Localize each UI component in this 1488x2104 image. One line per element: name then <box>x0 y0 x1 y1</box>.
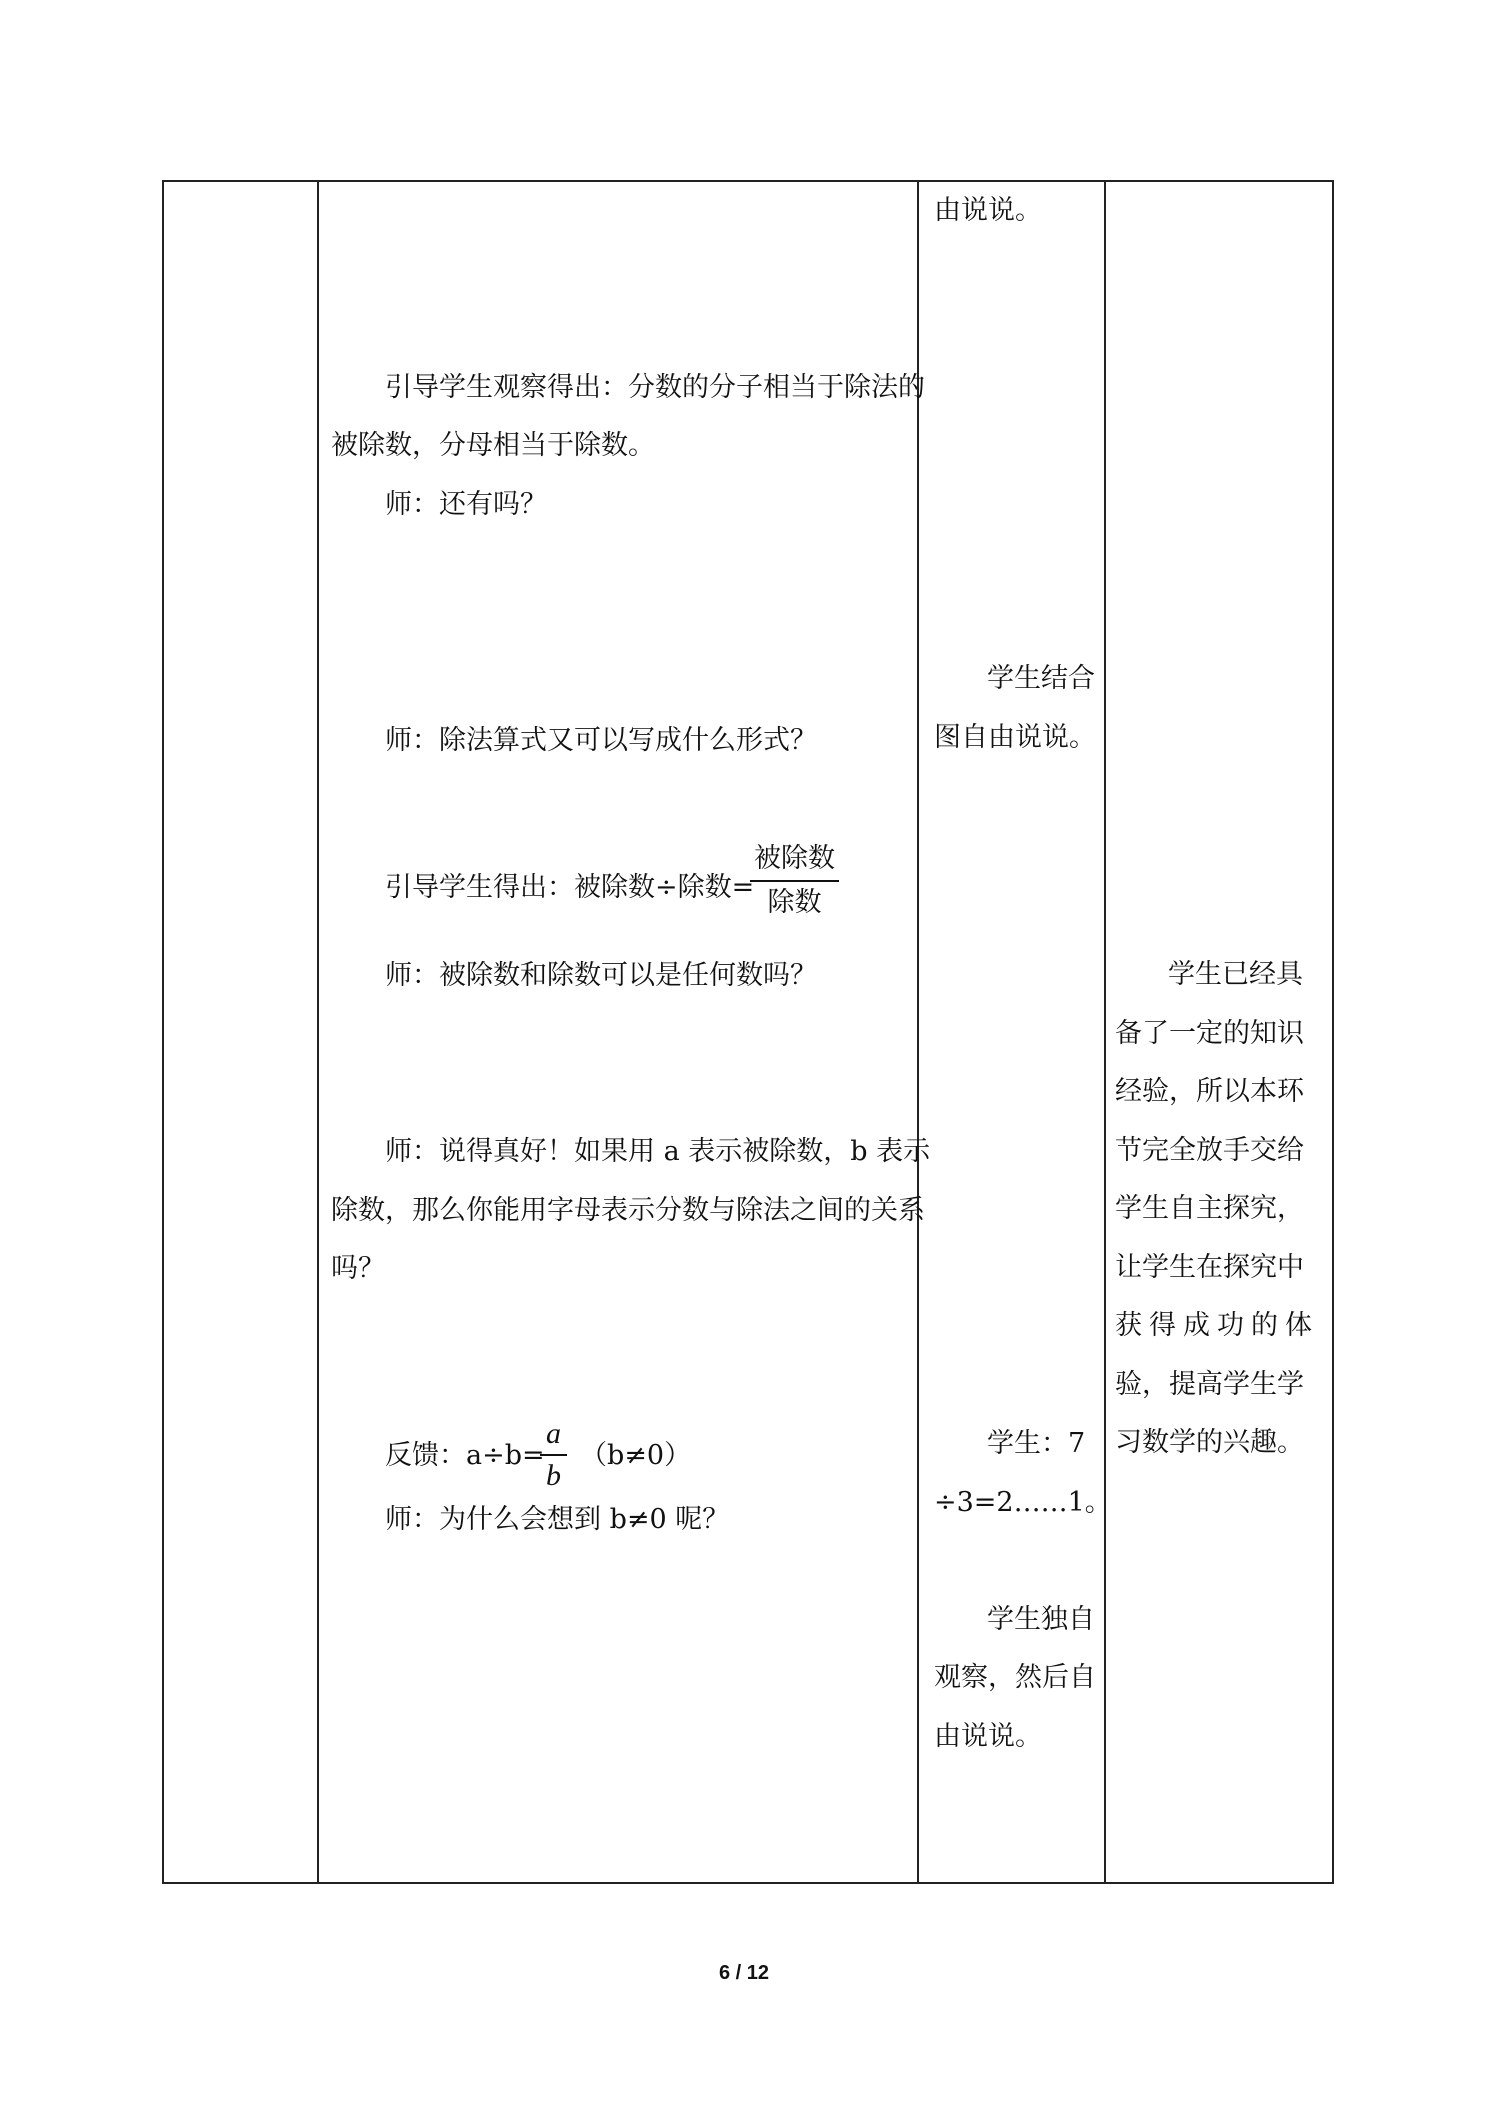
fraction-numerator: 被除数 <box>750 842 839 882</box>
teacher-question-why-b-nonzero: 师：为什么会想到 b≠0 呢？ <box>385 1504 730 1535</box>
teacher-praise-line2: 除数，那么你能用字母表示分数与除法之间的关系 <box>331 1195 925 1226</box>
fraction-a: a <box>540 1418 567 1456</box>
intent-line-1: 学生已经具 <box>1168 959 1303 990</box>
page-number: 6 / 12 <box>718 1962 770 1984</box>
student-combine-line2: 图自由说说。 <box>934 722 1096 753</box>
student-answer-line2: ÷3=2……1。 <box>934 1487 1112 1518</box>
teacher-praise-line3: 吗？ <box>331 1253 385 1284</box>
teacher-question-more: 师：还有吗？ <box>385 489 547 520</box>
column-divider-2 <box>917 182 919 1882</box>
student-combine-line1: 学生结合 <box>987 663 1095 694</box>
feedback-prefix: 反馈：a÷b= <box>385 1440 545 1471</box>
fraction-b: b <box>546 1459 561 1492</box>
intent-line-4: 节完全放手交给 <box>1115 1135 1304 1166</box>
feedback-suffix: （b≠0） <box>580 1440 692 1471</box>
intent-line-5: 学生自主探究， <box>1115 1193 1304 1224</box>
teacher-praise-line1: 师：说得真好！如果用 a 表示被除数，b 表示 <box>385 1136 931 1167</box>
intent-line-2: 备了一定的知识 <box>1115 1018 1304 1049</box>
fraction-a-over-b <box>540 1418 567 1492</box>
column-divider-3 <box>1104 182 1106 1882</box>
intent-line-6: 让学生在探究中 <box>1115 1252 1304 1283</box>
student-observe-line1: 学生独自 <box>987 1604 1095 1635</box>
teacher-question-any-number: 师：被除数和除数可以是任何数吗？ <box>385 960 817 991</box>
student-observe-line3: 由说说。 <box>934 1721 1042 1752</box>
fraction-denominator: 除数 <box>767 887 822 918</box>
student-answer-line1: 学生：7 <box>987 1428 1086 1459</box>
intent-line-8: 验，提高学生学 <box>1115 1369 1304 1400</box>
student-say-top: 由说说。 <box>934 195 1042 226</box>
teacher-question-division-form: 师：除法算式又可以写成什么形式？ <box>385 725 817 756</box>
guide-observation-line2: 被除数，分母相当于除数。 <box>331 430 655 461</box>
student-observe-line2: 观察，然后自 <box>934 1662 1096 1693</box>
intent-line-7: 获得成功的体 <box>1115 1310 1319 1341</box>
fraction-dividend-over-divisor <box>750 842 839 920</box>
intent-line-3: 经验，所以本环 <box>1115 1076 1304 1107</box>
formula-division-prefix: 引导学生得出：被除数÷除数= <box>385 872 755 903</box>
guide-observation-line1: 引导学生观察得出：分数的分子相当于除法的 <box>385 372 925 403</box>
column-divider-1 <box>317 182 319 1882</box>
intent-line-9: 习数学的兴趣。 <box>1115 1427 1304 1458</box>
